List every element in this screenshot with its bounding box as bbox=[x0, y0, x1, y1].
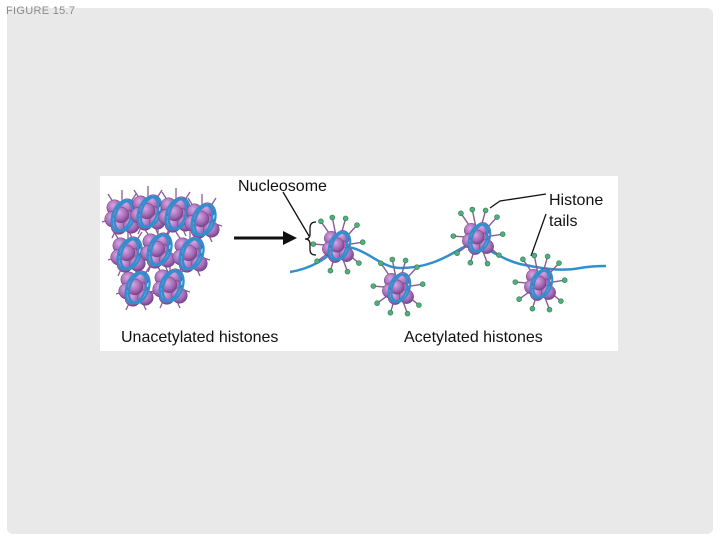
open-nucleosomes bbox=[311, 207, 567, 316]
acetylated-histones-label: Acetylated histones bbox=[404, 329, 543, 346]
acetylated-nucleosome bbox=[311, 215, 365, 274]
histone-tails-callout bbox=[490, 194, 546, 256]
acetylated-nucleosome bbox=[371, 257, 425, 316]
condensed-histone bbox=[153, 268, 188, 304]
histone-tails-label-line2: tails bbox=[549, 213, 578, 230]
condensed-chromatin bbox=[102, 186, 222, 310]
figure-label: FIGURE 15.7 bbox=[6, 5, 76, 17]
acetylated-nucleosome bbox=[513, 253, 567, 312]
condensed-histone bbox=[141, 232, 176, 268]
condensed-histone bbox=[111, 236, 146, 272]
chromatin-diagram bbox=[100, 176, 618, 351]
histone-tails-label bbox=[549, 190, 603, 232]
unacetylated-histones-label: Unacetylated histones bbox=[121, 329, 279, 346]
figure-panel bbox=[100, 176, 618, 351]
condensed-histone bbox=[119, 270, 154, 306]
histone-tails-label-line1: Histone bbox=[549, 192, 604, 209]
nucleosome-label: Nucleosome bbox=[238, 178, 327, 195]
transition-arrow bbox=[234, 231, 297, 245]
condensed-histone bbox=[173, 236, 208, 272]
acetylated-nucleosome bbox=[451, 207, 505, 266]
